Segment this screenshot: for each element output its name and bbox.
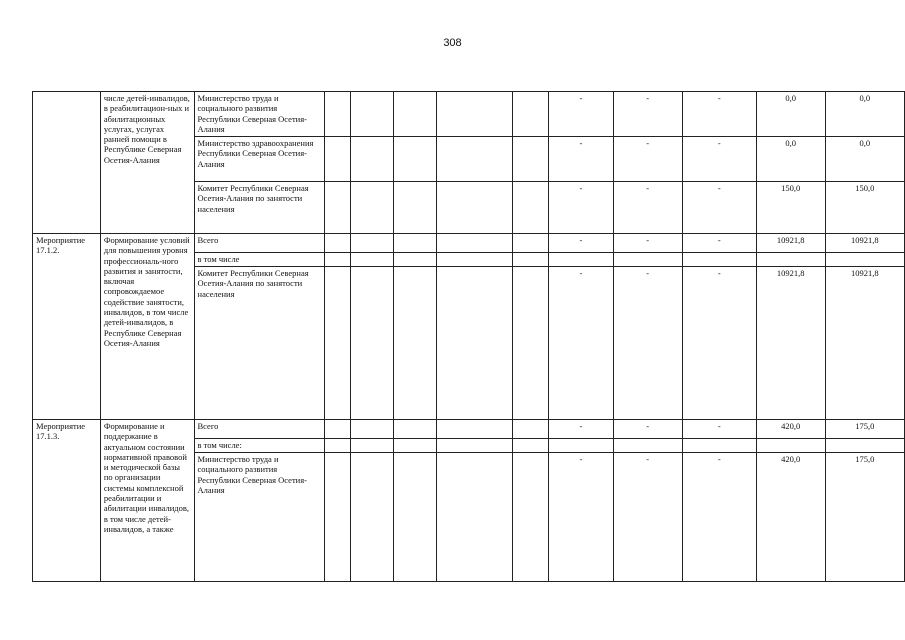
executor-cell: в том числе: [194, 253, 324, 267]
executor-cell: Комитет Республики Северная Осетия-Алания по занятости населения: [194, 182, 324, 234]
executor-cell: Министерство здравоохранения Республики Северная Осетия-Алания: [194, 137, 324, 182]
value-cell: -: [549, 420, 613, 439]
value-cell: -: [682, 182, 756, 234]
value-cell: 150,0: [825, 182, 905, 234]
value-cell: -: [549, 137, 613, 182]
value-cell: 420,0: [756, 420, 825, 439]
value-cell: 150,0: [756, 182, 825, 234]
value-cell: -: [613, 92, 682, 137]
value-cell: -: [613, 420, 682, 439]
page-number: 308: [443, 37, 462, 49]
value-cell: -: [613, 267, 682, 420]
value-cell: 10921,8: [756, 234, 825, 253]
value-cell: 10921,8: [825, 234, 905, 253]
value-cell: -: [549, 92, 613, 137]
value-cell: -: [682, 234, 756, 253]
value-cell: -: [682, 267, 756, 420]
value-cell: -: [613, 182, 682, 234]
value-cell: 0,0: [756, 137, 825, 182]
value-cell: -: [613, 137, 682, 182]
activity-id-cell: Мероприятие 17.1.3.: [33, 420, 101, 582]
activity-id-cell: Мероприятие 17.1.2.: [33, 234, 101, 420]
value-cell: -: [549, 267, 613, 420]
executor-cell: Всего: [194, 420, 324, 439]
value-cell: -: [549, 182, 613, 234]
executor-cell: в том числе:: [194, 439, 324, 453]
activity-name-cell: числе детей-инвалидов, в реабилитацион-ных и абилитационных услугах, услугах ранней помощи в Республике Северная Осетия-Алания: [100, 92, 194, 234]
activity-name-cell: Формирование условий для повышения уровня профессиональ-ного развития и занятости, включая сопровождаемое содействие занятости, инвалидов, в том числе детей-инвалидов, в Республике Северная Осетия-Алания: [100, 234, 194, 420]
value-cell: 0,0: [825, 137, 905, 182]
value-cell: 0,0: [825, 92, 905, 137]
executor-cell: Комитет Республики Северная Осетия-Алания по занятости населения: [194, 267, 324, 420]
value-cell: 420,0: [756, 453, 825, 582]
value-cell: 175,0: [825, 453, 905, 582]
table-row: [33, 92, 905, 137]
table-row: [33, 420, 905, 439]
value-cell: -: [682, 453, 756, 582]
value-cell: -: [682, 137, 756, 182]
executor-cell: Всего: [194, 234, 324, 253]
value-cell: -: [549, 234, 613, 253]
activity-name-cell: Формирование и поддержание в актуальном состоянии нормативной правовой и методической базы по организации системы комплексной реабилитации и абилитации инвалидов, в том числе детей-инвалидов, а также: [100, 420, 194, 582]
value-cell: -: [549, 453, 613, 582]
program-table: [32, 91, 905, 582]
value-cell: -: [613, 453, 682, 582]
value-cell: 10921,8: [756, 267, 825, 420]
table-row: [33, 234, 905, 253]
value-cell: 0,0: [756, 92, 825, 137]
executor-cell: Министерство труда и социального развития Республики Северная Осетия-Алания: [194, 453, 324, 582]
value-cell: -: [682, 420, 756, 439]
value-cell: 10921,8: [825, 267, 905, 420]
executor-cell: Министерство труда и социального развития Республики Северная Осетия-Алания: [194, 92, 324, 137]
value-cell: 175,0: [825, 420, 905, 439]
value-cell: -: [613, 234, 682, 253]
activity-id-cell: [33, 92, 101, 234]
value-cell: -: [682, 92, 756, 137]
